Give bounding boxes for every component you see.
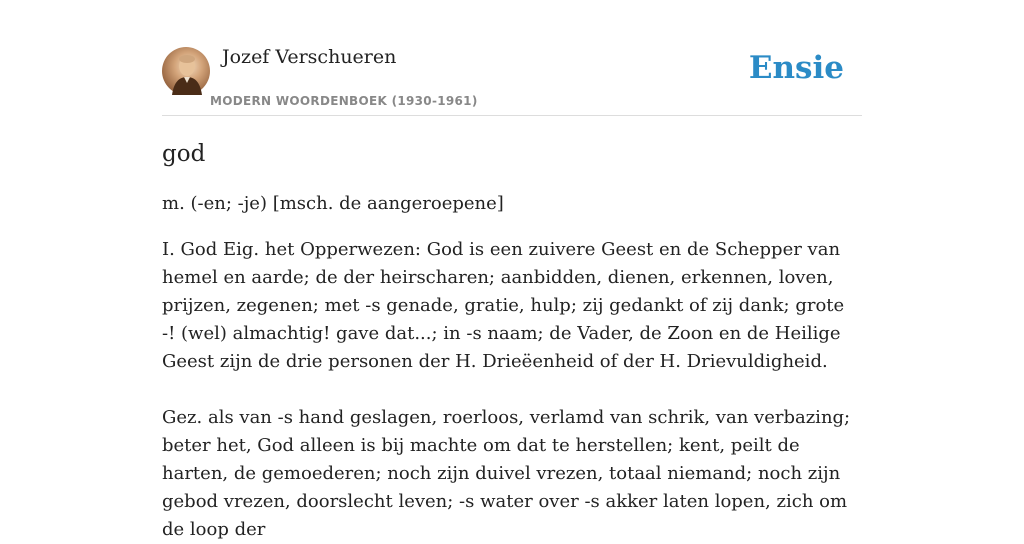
author-avatar[interactable] <box>162 47 210 95</box>
entry-term: god <box>162 141 206 167</box>
site-logo[interactable]: Ensie <box>748 50 844 86</box>
dictionary-source[interactable]: MODERN WOORDENBOEK (1930-1961) <box>210 94 478 108</box>
entry-header <box>162 40 862 116</box>
author-portrait-icon <box>162 47 210 95</box>
definition-paragraph: I. God Eig. het Opperwezen: God is een zuivere Geest en de Schepper van hemel en aarde; de der heirscharen; aanbidden, dienen, erkennen, loven, prijzen, zegenen; met -s genade, gratie, hulp; zij gedankt of zij dank; grote -! (wel) almachtig! gave dat...; in -s naam; de Vader, de Zoon en de Heilige Geest zijn de drie personen der H. Drieëenheid of der H. Drievuldigheid. <box>162 239 845 372</box>
definition-paragraph: Gez. als van -s hand geslagen, roerloos, verlamd van schrik, van verbazing; beter het, God alleen is bij machte om dat te herstellen; kent, peilt de harten, de gemoederen; noch zijn duivel vrezen, totaal niemand; noch zijn gebod vrezen, doorslecht leven; -s water over -s akker laten lopen, zich om de loop der <box>162 407 851 540</box>
author-name[interactable]: Jozef Verschueren <box>222 46 397 68</box>
entry-grammar: m. (-en; -je) [msch. de aangeroepene] <box>162 193 504 214</box>
entry-content <box>162 138 862 544</box>
